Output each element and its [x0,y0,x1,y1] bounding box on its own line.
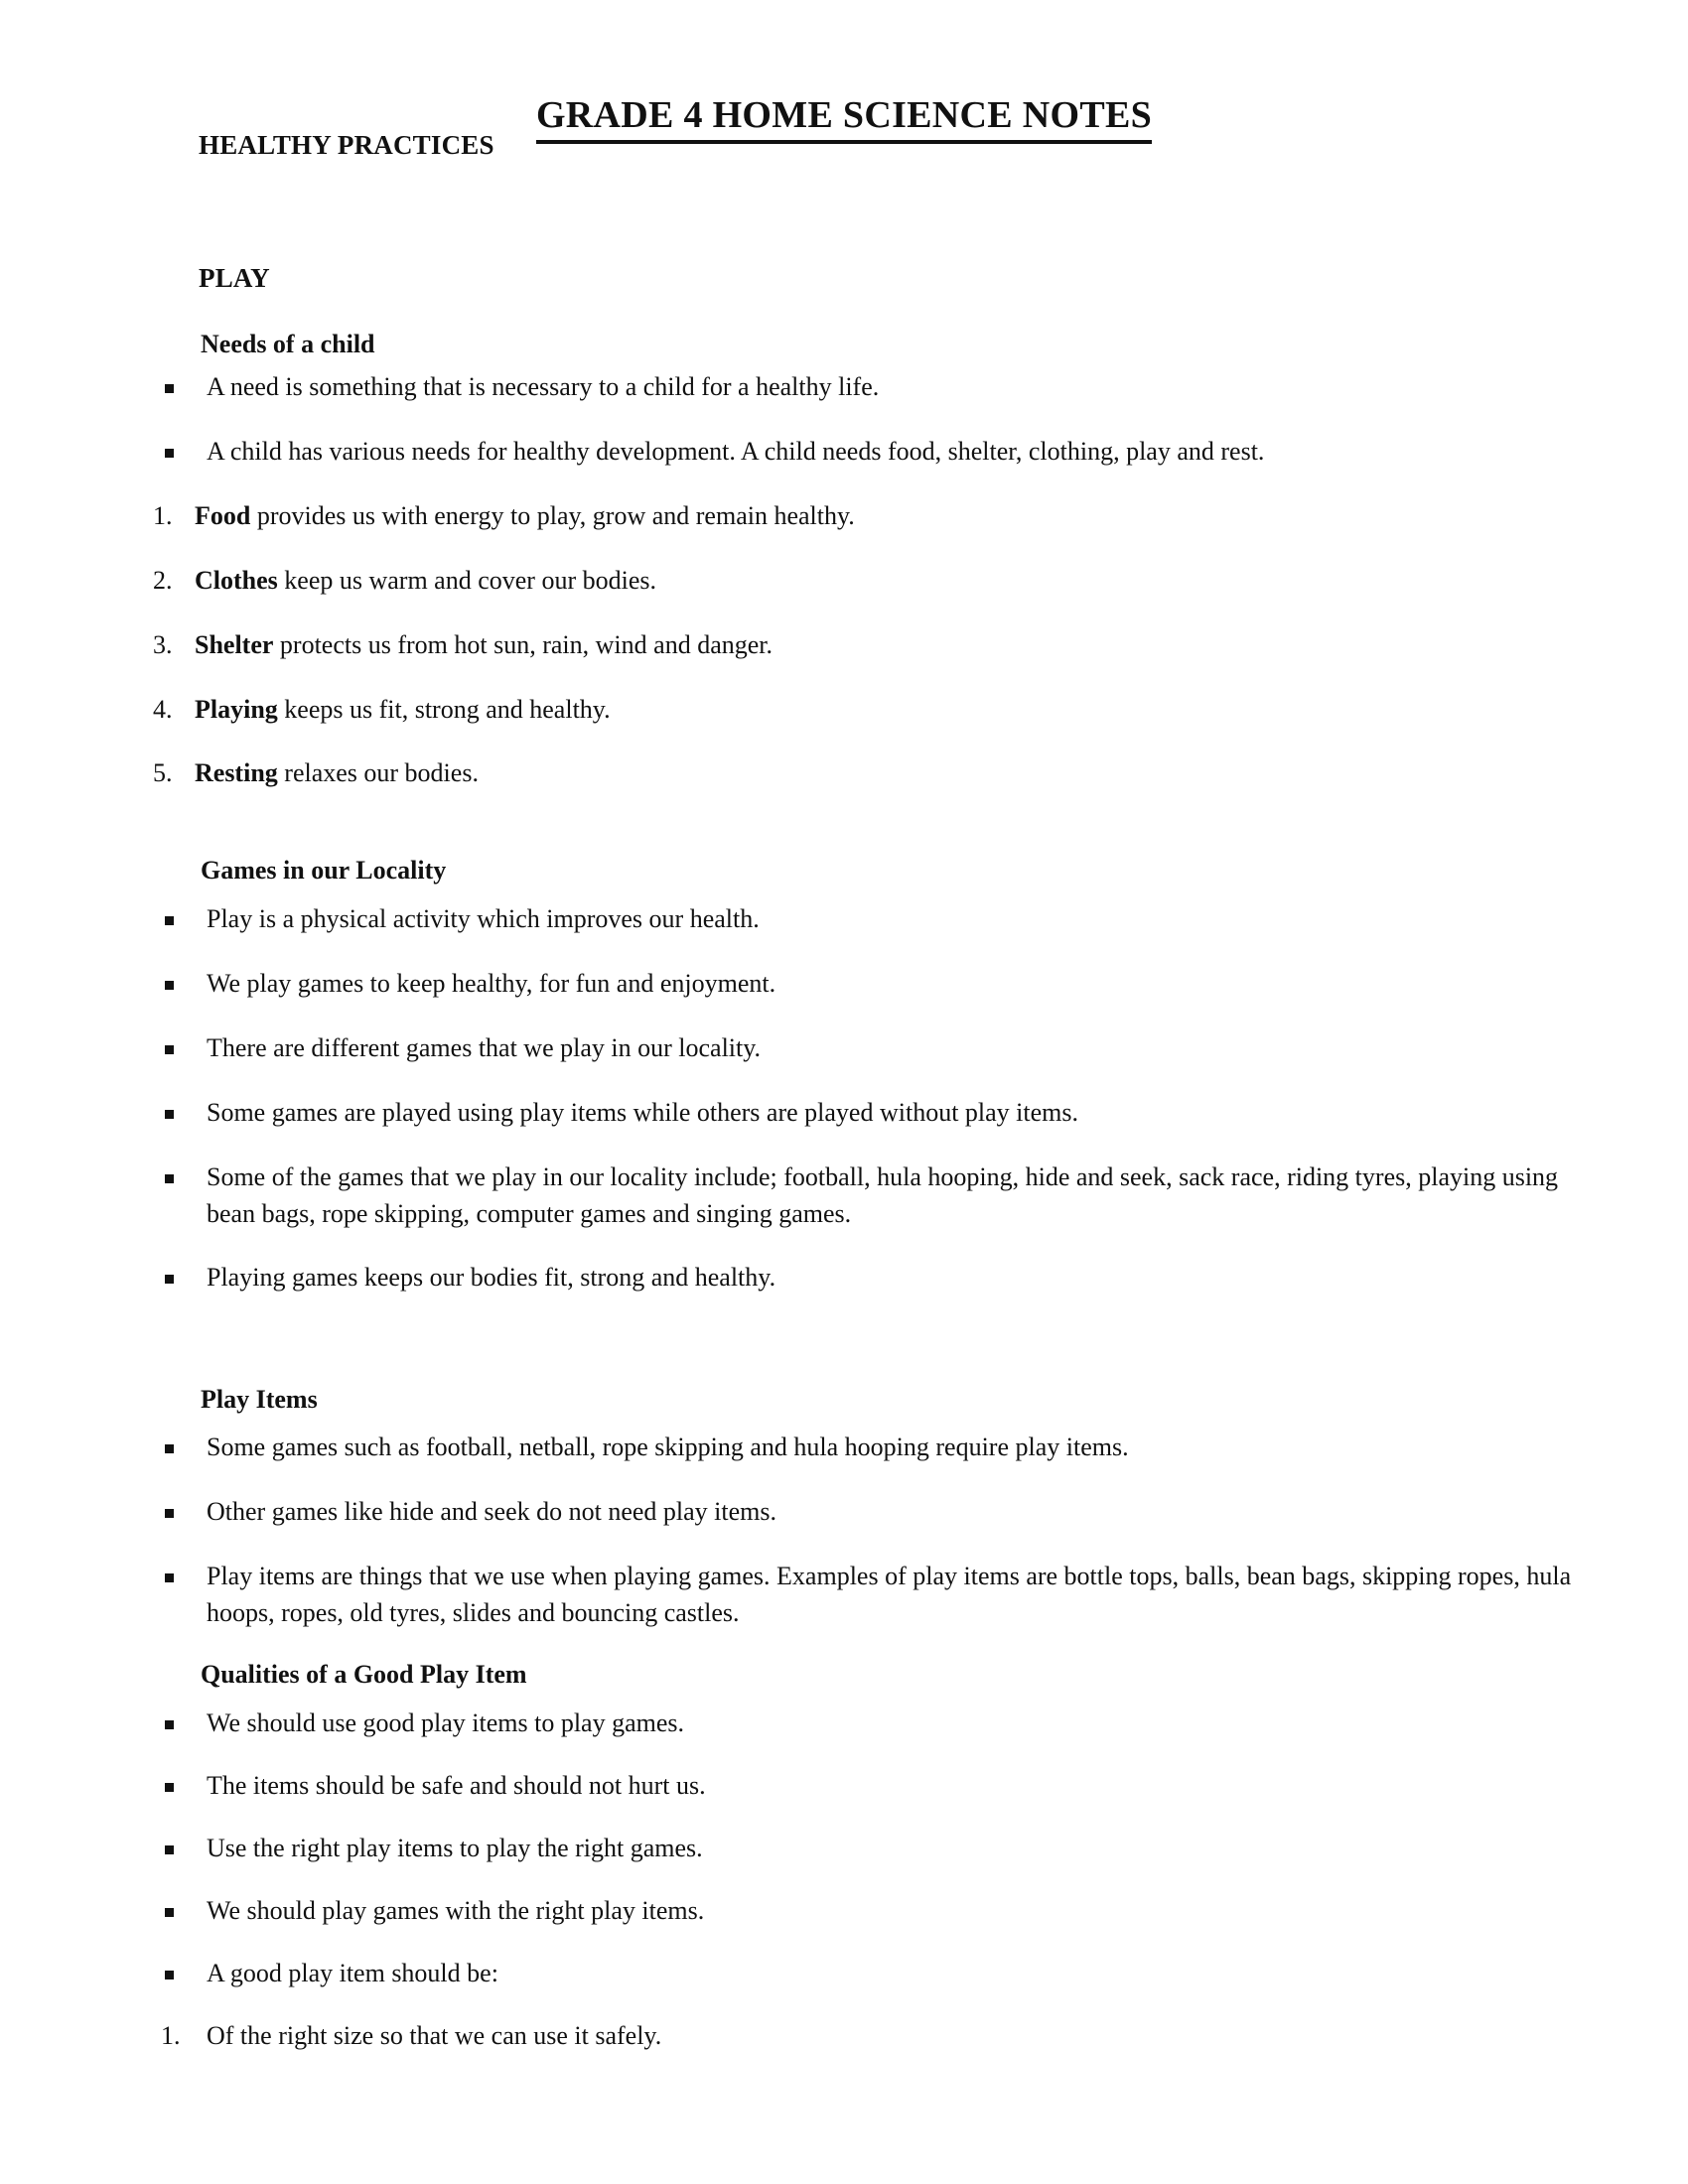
list-item-text: Other games like hide and seek do not need play items. [207,1496,777,1526]
list-item [149,1768,1579,1805]
list-item-text: Some games such as football, netball, rope skipping and hula hooping require play items. [207,1433,1129,1461]
list-item-lead: Playing [195,694,278,724]
list-item-text: keeps us fit, strong and healthy. [277,694,611,724]
list-item [149,1095,1579,1132]
needs-of-a-child-numbered [149,498,1579,793]
list-item-lead: Shelter [195,629,274,659]
list-item [149,755,1579,792]
list-item-marker: 4. [153,694,173,724]
list-item-text: provides us with energy to play, grow and remain healthy. [250,500,855,530]
list-item-text: Of the right size so that we can use it safely. [207,2020,662,2050]
qualities-numbered [149,2018,1579,2055]
subheading-qualities-of-a-good-play-item: Qualities of a Good Play Item [201,1660,527,1689]
needs-of-a-child-bullets [149,369,1579,471]
list-item-text: Play items are things that we use when playing games. Examples of play items are bottle tops, balls, bean bags, skipping ropes, hula hoops, ropes, old tyres, slides and bouncing castles. [207,1561,1572,1627]
section-heading-healthy-practices: HEALTHY PRACTICES [199,130,494,160]
list-item [149,1030,1579,1067]
list-item-marker: 5. [153,758,173,788]
list-item [149,1706,1579,1742]
list-item-text: Playing games keeps our bodies fit, strong and healthy. [207,1263,776,1293]
list-item-marker: 1. [161,2020,181,2050]
subheading-play-items: Play Items [201,1385,318,1414]
list-item [149,1160,1579,1233]
list-item-lead: Clothes [195,565,278,595]
qualities-bullets [149,1706,1579,1992]
games-in-our-locality-bullets [149,901,1579,1297]
list-item [149,966,1579,1003]
topic-heading-play: PLAY [199,263,270,293]
list-item-text: We play games to keep healthy, for fun and enjoyment. [207,968,776,998]
list-item-marker: 1. [153,500,173,530]
list-item [149,563,1579,600]
list-item-text: The items should be safe and should not hurt us. [207,1770,706,1800]
qualities-list-block [149,1706,1579,2082]
list-item-text: A child has various needs for healthy development. A child needs food, shelter, clothing, play and rest. [207,436,1265,466]
subheading-games-in-our-locality: Games in our Locality [201,856,447,885]
play-items-bullets [149,1430,1579,1632]
list-item [149,434,1579,471]
list-item-text: We should play games with the right play items. [207,1895,705,1925]
list-item [149,1956,1579,1992]
list-item [149,1893,1579,1930]
list-item [149,692,1579,729]
page-title-text: GRADE 4 HOME SCIENCE NOTES [536,94,1152,144]
list-item-marker: 3. [153,629,173,659]
list-item-marker: 2. [153,565,173,595]
list-item-text: protects us from hot sun, rain, wind and danger. [273,629,773,659]
list-item-text: A need is something that is necessary to a child for a healthy life. [207,372,880,401]
list-item [149,369,1579,406]
list-item-text: We should use good play items to play games. [207,1708,684,1737]
subheading-needs-of-a-child: Needs of a child [201,330,375,358]
list-item-text: Some games are played using play items while others are played without play items. [207,1097,1079,1127]
list-item [149,1494,1579,1531]
games-in-our-locality-list-block [149,901,1579,1324]
list-item [149,1559,1579,1632]
play-items-list-block [149,1430,1579,1660]
list-item-text: relaxes our bodies. [277,758,479,788]
list-item-lead: Food [195,500,251,530]
list-item-text: There are different games that we play in our locality. [207,1032,762,1062]
list-item [149,1831,1579,1867]
needs-of-a-child-list-block [149,369,1579,820]
list-item-text: Some of the games that we play in our locality include; football, hula hooping, hide and seek, sack race, riding tyres, playing using bean bags, rope skipping, computer games and singing games. [207,1161,1559,1228]
list-item [149,1430,1579,1466]
list-item [149,2018,1579,2055]
list-item [149,901,1579,938]
list-item-text: Use the right play items to play the right games. [207,1833,703,1862]
list-item [149,498,1579,535]
list-item-text: Play is a physical activity which improves our health. [207,904,760,933]
list-item [149,1260,1579,1297]
list-item-text: A good play item should be: [207,1958,498,1987]
list-item [149,627,1579,664]
list-item-text: keep us warm and cover our bodies. [277,565,656,595]
list-item-lead: Resting [195,758,278,788]
